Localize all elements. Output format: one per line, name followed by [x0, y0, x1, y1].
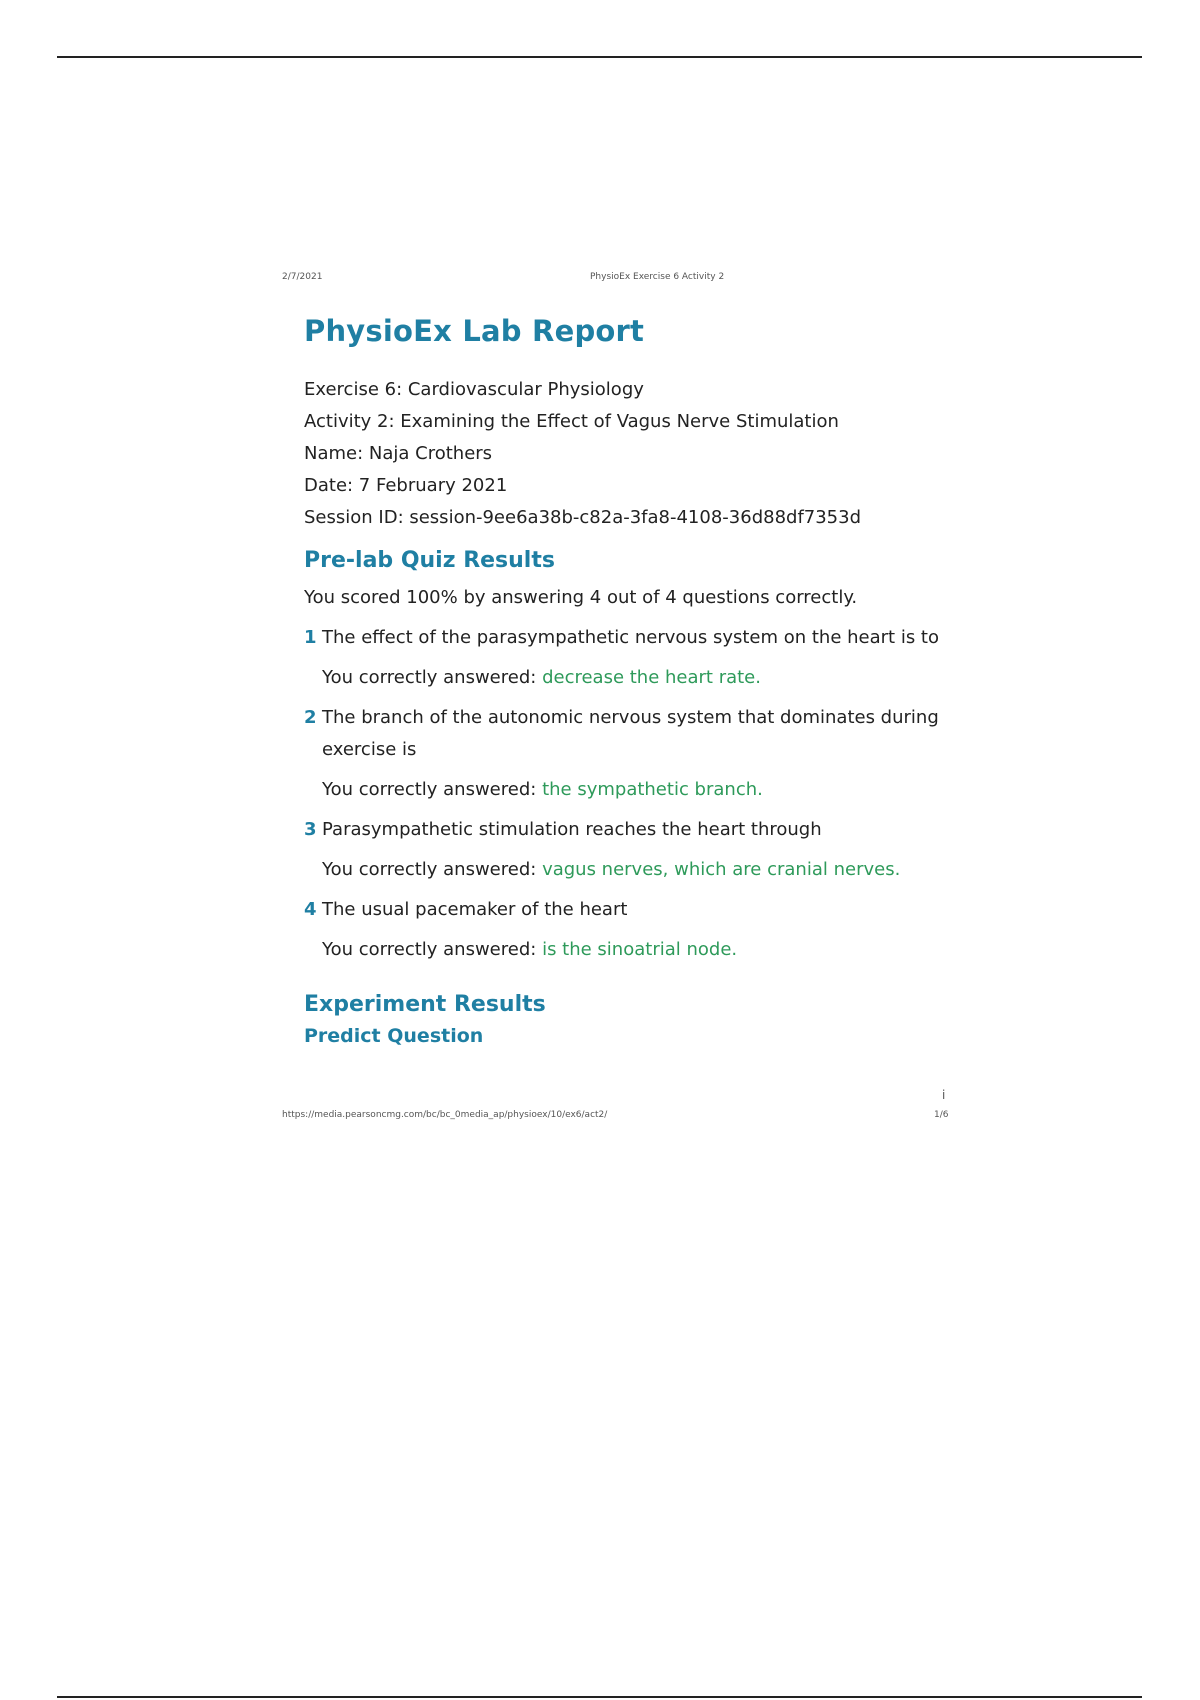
report-meta	[304, 374, 944, 534]
correct-answer: the sympathetic branch.	[542, 779, 763, 800]
print-url: https://media.pearsoncmg.com/bc/bc_0media_ap/physioex/10/ex6/act2/	[282, 1110, 608, 1120]
correct-answer: is the sinoatrial node.	[542, 939, 738, 960]
exercise-line: Exercise 6: Cardiovascular Physiology	[304, 379, 644, 400]
report-content	[304, 314, 944, 1050]
answer-prefix: You correctly answered:	[322, 939, 543, 960]
report-page	[258, 258, 978, 1198]
predict-question-heading: Predict Question	[304, 1025, 484, 1047]
activity-line: Activity 2: Examining the Effect of Vagus Nerve Stimulation	[304, 411, 839, 432]
question-text: The effect of the parasympathetic nervous system on the heart is to	[322, 627, 940, 648]
print-title: PhysioEx Exercise 6 Activity 2	[590, 272, 725, 282]
page-title: PhysioEx Lab Report	[304, 314, 645, 348]
question-number: 2	[304, 707, 317, 728]
print-date: 2/7/2021	[282, 272, 323, 282]
name-line: Name: Naja Crothers	[304, 443, 493, 464]
quiz-question	[304, 622, 944, 694]
answer-prefix: You correctly answered:	[322, 667, 543, 688]
top-rule	[57, 56, 1142, 58]
answer-prefix: You correctly answered:	[322, 859, 543, 880]
quiz-question	[304, 702, 944, 806]
correct-answer: decrease the heart rate.	[542, 667, 761, 688]
question-text: Parasympathetic stimulation reaches the heart through	[322, 819, 822, 840]
bottom-rule	[57, 1696, 1142, 1698]
experiment-heading: Experiment Results	[304, 992, 546, 1017]
question-answer	[320, 854, 944, 886]
question-answer	[320, 662, 944, 694]
question-number: 3	[304, 819, 317, 840]
question-number: 1	[304, 627, 317, 648]
session-line: Session ID: session-9ee6a38b-c82a-3fa8-4108-36d88df7353d	[304, 507, 862, 528]
quiz-score: You scored 100% by answering 4 out of 4 questions correctly.	[304, 587, 858, 608]
answer-prefix: You correctly answered:	[322, 779, 543, 800]
question-answer	[320, 934, 944, 966]
question-answer	[320, 774, 944, 806]
date-line: Date: 7 February 2021	[304, 475, 508, 496]
quiz-heading: Pre-lab Quiz Results	[304, 548, 555, 573]
correct-answer: vagus nerves, which are cranial nerves.	[542, 859, 901, 880]
quiz-question	[304, 814, 944, 886]
question-text: The branch of the autonomic nervous system that dominates during exercise is	[322, 707, 939, 760]
page-number: 1/6	[934, 1110, 949, 1120]
text-cursor-marker: i	[942, 1088, 946, 1102]
quiz-question	[304, 894, 944, 966]
question-number: 4	[304, 899, 317, 920]
question-text: The usual pacemaker of the heart	[322, 899, 628, 920]
